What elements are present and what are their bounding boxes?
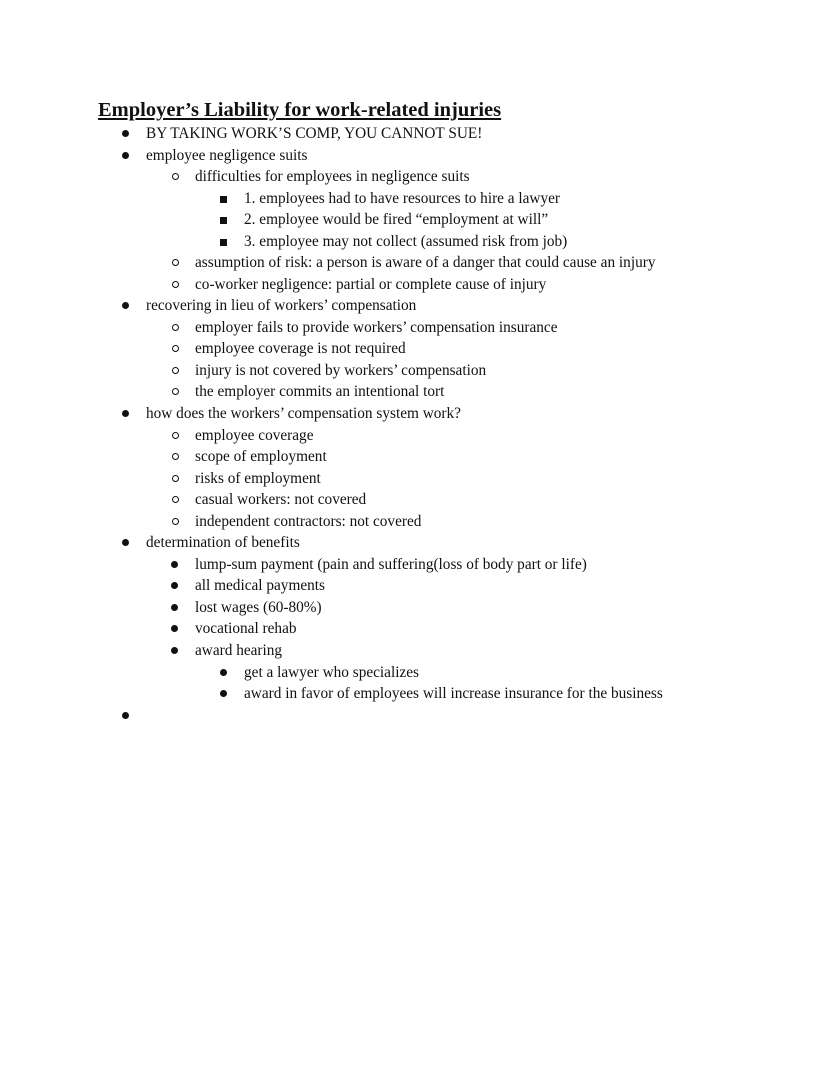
bullet-circle-icon [172, 324, 179, 331]
list-item-text: 3. employee may not collect (assumed risk from job) [244, 233, 568, 250]
bullet-circle-icon [172, 453, 179, 460]
list-item [195, 317, 557, 339]
list-item [195, 597, 322, 619]
bullet-circle-icon [172, 281, 179, 288]
bullet-circle-icon [172, 367, 179, 374]
bullet-circle-icon [172, 475, 179, 482]
bullet-disc-icon [122, 130, 129, 137]
bullet-disc-icon [220, 690, 227, 697]
bullet-circle-icon [172, 388, 179, 395]
list-item-text: recovering in lieu of workers’ compensation [146, 297, 417, 314]
list-item-text: injury is not covered by workers’ compensation [195, 362, 487, 379]
list-item [195, 640, 282, 662]
list-item-text: lost wages (60-80%) [195, 599, 322, 616]
list-item [146, 123, 482, 145]
list-item [195, 618, 297, 640]
list-item-text: assumption of risk: a person is aware of a danger that could cause an injury [195, 254, 656, 271]
list-item [195, 274, 546, 296]
list-item [146, 403, 461, 425]
list-item [244, 231, 567, 253]
bullet-disc-icon [122, 410, 129, 417]
list-item [244, 662, 419, 684]
bullet-disc-icon [171, 582, 178, 589]
list-item-text: lump-sum payment (pain and suffering(loss of body part or life) [195, 556, 587, 573]
list-item-text: BY TAKING WORK’S COMP, YOU CANNOT SUE! [146, 125, 483, 142]
list-item [195, 446, 327, 468]
list-item-text: co-worker negligence: partial or complete cause of injury [195, 276, 547, 293]
document-title: Employer’s Liability for work-related injuries [98, 99, 502, 121]
bullet-disc-icon [171, 604, 178, 611]
bullet-circle-icon [172, 173, 179, 180]
list-item [195, 381, 444, 403]
list-item-text: risks of employment [195, 470, 321, 487]
list-item [244, 188, 560, 210]
bullet-square-icon [220, 196, 227, 203]
list-item [146, 145, 307, 167]
list-item-text: award in favor of employees will increase insurance for the business [244, 685, 663, 702]
list-item [195, 338, 406, 360]
list-item-text: independent contractors: not covered [195, 513, 422, 530]
bullet-disc-icon [122, 302, 129, 309]
list-item [195, 468, 321, 490]
list-item [195, 489, 366, 511]
bullet-disc-icon [171, 625, 178, 632]
bullet-circle-icon [172, 345, 179, 352]
list-item [195, 575, 325, 597]
list-item [195, 252, 655, 274]
list-item-text: employee coverage [195, 427, 314, 444]
list-item [195, 360, 486, 382]
bullet-disc-icon [122, 712, 129, 719]
list-item-text: employee negligence suits [146, 147, 308, 164]
list-item [195, 166, 470, 188]
list-item-text: award hearing [195, 642, 283, 659]
list-item [195, 425, 313, 447]
list-item [195, 554, 587, 576]
bullet-circle-icon [172, 496, 179, 503]
list-item-text: difficulties for employees in negligence suits [195, 168, 470, 185]
list-item [146, 295, 416, 317]
list-item-text: all medical payments [195, 577, 325, 594]
list-item-text: get a lawyer who specializes [244, 664, 419, 681]
list-item [146, 532, 300, 554]
bullet-disc-icon [122, 539, 129, 546]
list-item-text: employer fails to provide workers’ compensation insurance [195, 319, 558, 336]
list-item-text: 2. employee would be fired “employment at will” [244, 211, 549, 228]
bullet-square-icon [220, 239, 227, 246]
bullet-disc-icon [171, 561, 178, 568]
list-item [195, 511, 421, 533]
bullet-disc-icon [122, 152, 129, 159]
bullet-disc-icon [171, 647, 178, 654]
list-item [244, 683, 663, 705]
bullet-circle-icon [172, 518, 179, 525]
list-item-text: how does the workers’ compensation system work? [146, 405, 461, 422]
list-item-text: 1. employees had to have resources to hire a lawyer [244, 190, 561, 207]
bullet-disc-icon [220, 669, 227, 676]
list-item-text: casual workers: not covered [195, 491, 367, 508]
list-item [244, 209, 548, 231]
bullet-circle-icon [172, 259, 179, 266]
list-item-text: determination of benefits [146, 534, 300, 551]
bullet-circle-icon [172, 432, 179, 439]
list-item-text: scope of employment [195, 448, 327, 465]
list-item-text: employee coverage is not required [195, 340, 406, 357]
bullet-square-icon [220, 217, 227, 224]
list-item-text: the employer commits an intentional tort [195, 383, 445, 400]
list-item-text: vocational rehab [195, 620, 297, 637]
